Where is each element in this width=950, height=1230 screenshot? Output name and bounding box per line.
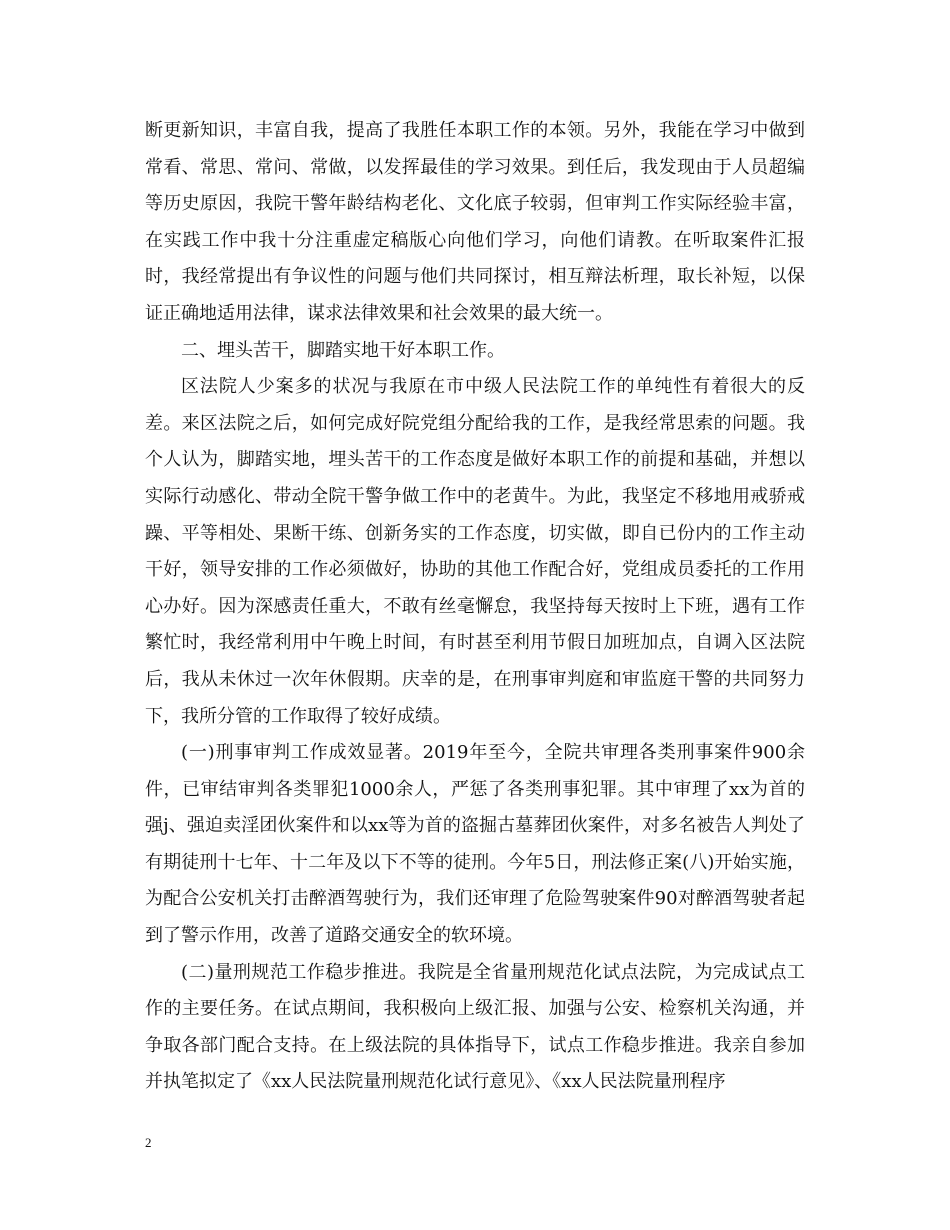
- document-body: [145, 113, 805, 1101]
- paragraph-5: (二)量刑规范工作稳步推进。我院是全省量刑规范化试点法院，为完成试点工作的主要任务。在试点期间，我积极向上级汇报、加强与公安、检察机关沟通，并争取各部门配合支持。在上级法院的具体指导下，试点工作稳步推进。我亲自参加并执笔拟定了《xx人民法院量刑规范化试行意见》、《xx人民法院量刑程序: [145, 961, 805, 1093]
- page-number: 2: [145, 1135, 152, 1150]
- paragraph-3: 区法院人少案多的状况与我原在市中级人民法院工作的单纯性有着很大的反差。来区法院之后，如何完成好院党组分配给我的工作，是我经常思索的问题。我个人认为，脚踏实地，埋头苦干的工作态度是做好本职工作的前提和基础，并想以实际行动感化、带动全院干警争做工作中的老黄牛。为此，我坚定不移地用戒骄戒躁、平等相处、果断干练、创新务实的工作态度，切实做，即自已份内的工作主动干好，领导安排的工作必须做好，协助的其他工作配合好，党组成员委托的工作用心办好。因为深感责任重大，不敢有丝毫懈怠，我坚持每天按时上下班，遇有工作繁忙时，我经常利用中午晚上时间，有时甚至利用节假日加班加点，自调入区法院后，我从未休过一次年休假期。庆幸的是，在刑事审判庭和审监庭干警的共同努力下，我所分管的工作取得了较好成绩。: [145, 376, 805, 727]
- paragraph-1: 断更新知识，丰富自我，提高了我胜任本职工作的本领。另外，我能在学习中做到常看、常思、常问、常做，以发挥最佳的学习效果。到任后，我发现由于人员超编等历史原因，我院干警年龄结构老化、文化底子较弱，但审判工作实际经验丰富，在实践工作中我十分注重虚定稿版心向他们学习，向他们请教。在听取案件汇报时，我经常提出有争议性的问题与他们共同探讨，相互辩法析理，取长补短，以保证正确地适用法律，谋求法律效果和社会效果的最大统一。: [145, 120, 805, 324]
- section-heading-2: 二、埋头苦干，脚踏实地干好本职工作。: [181, 339, 505, 361]
- paragraph-4: (一)刑事审判工作成效显著。2019年至今，全院共审理各类刑事案件900余件，已审结审判各类罪犯1000余人，严惩了各类刑事犯罪。其中审理了xx为首的强j、强迫卖淫团伙案件和以xx等为首的盗掘古墓葬团伙案件，对多名被告人判处了有期徒刑十七年、十二年及以下不等的徒刑。今年5日，刑法修正案(八)开始实施，为配合公安机关打击醉酒驾驶行为，我们还审理了危险驾驶案件90对醉酒驾驶者起到了警示作用，改善了道路交通安全的软环境。: [145, 742, 805, 947]
